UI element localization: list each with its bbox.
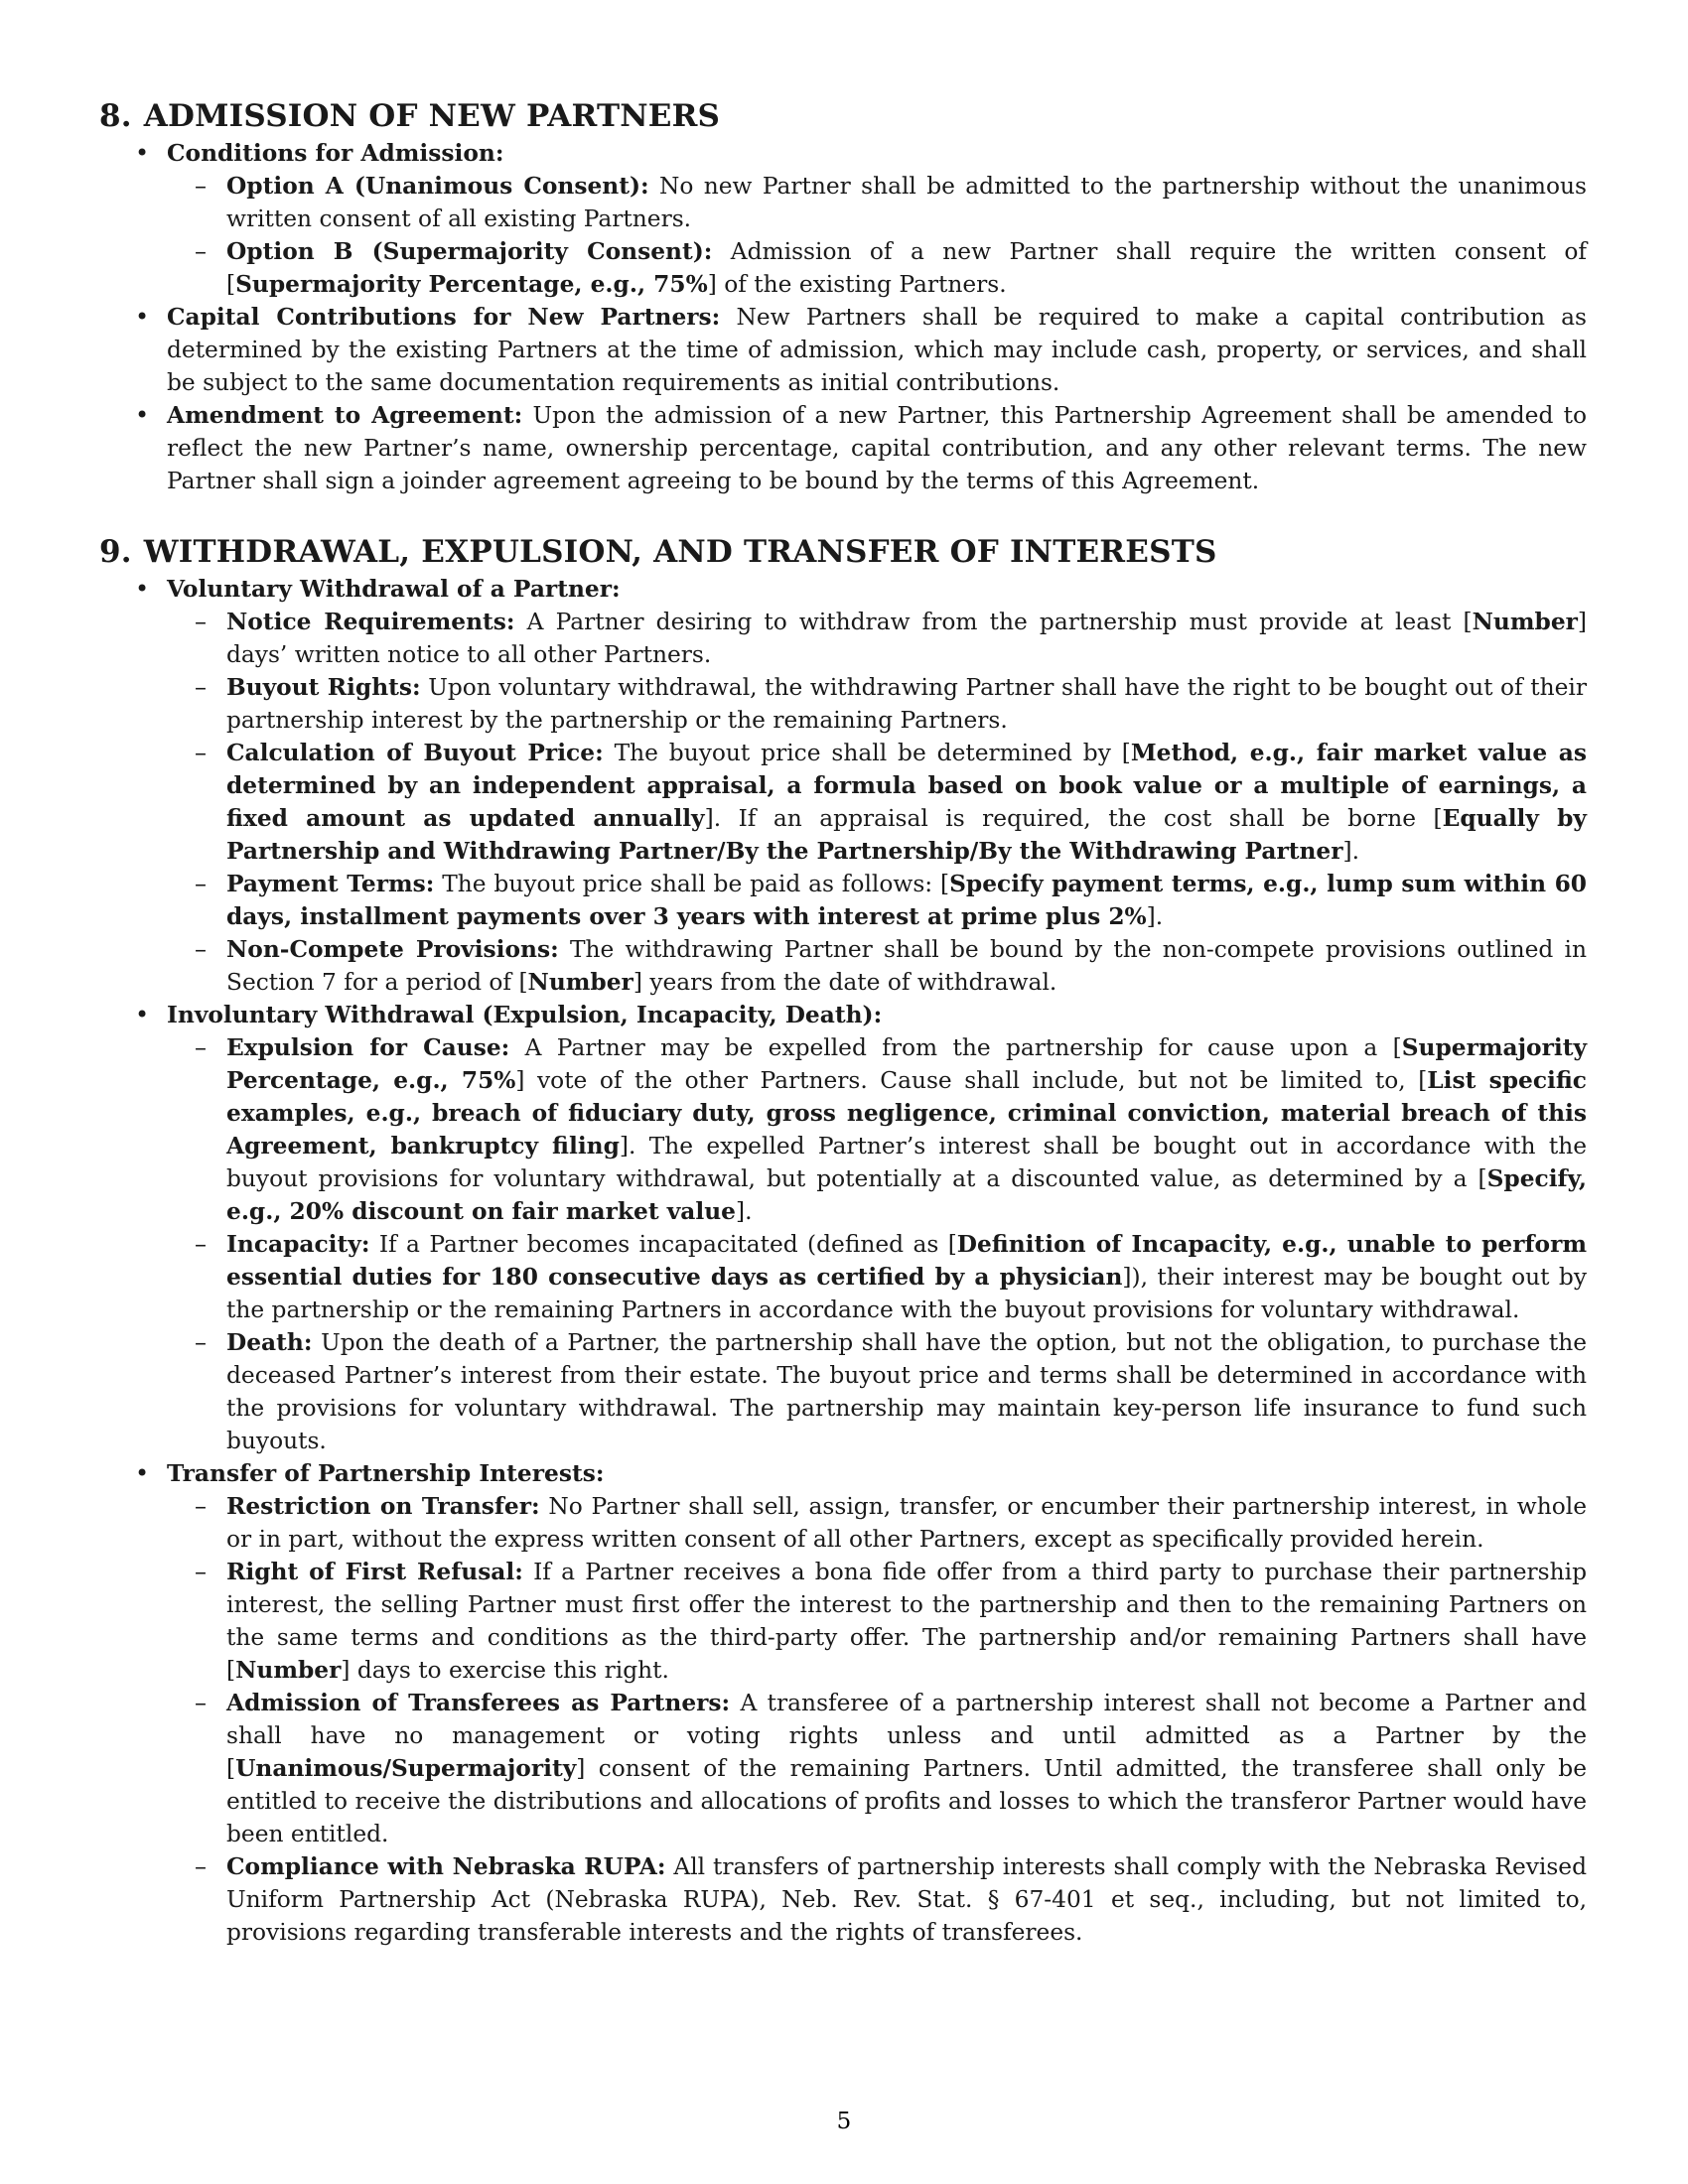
list-item	[99, 1457, 1587, 1949]
sub-item-label: Non-Compete Provisions:	[226, 936, 559, 963]
sub-item-text: Admission of a new Partner shall require the written consent of [Supermajority Percentage, e.g., 75%] of the existing Partners.	[226, 238, 1587, 298]
sub-item-text: No new Partner shall be admitted to the partnership without the unanimous written consent of all existing Partners.	[226, 173, 1587, 232]
section-title: WITHDRAWAL, EXPULSION, AND TRANSFER OF INTERESTS	[143, 534, 1217, 570]
list-item	[99, 137, 1587, 301]
item-text: New Partners shall be required to make a capital contribution as determined by the existing Partners at the time of admission, which may include cash, property, or services, and shall be subject to the same documentation requirements as initial contributions.	[167, 304, 1588, 396]
sub-item-label: Option B (Supermajority Consent):	[226, 238, 713, 265]
sub-item	[167, 1556, 1587, 1687]
sub-item-text: Upon voluntary withdrawal, the withdrawing Partner shall have the right to be bought out of their partnership interest by the partnership or the remaining Partners.	[226, 674, 1587, 734]
sub-item	[167, 1228, 1587, 1326]
sub-list	[167, 1490, 1587, 1949]
sub-item	[167, 606, 1587, 671]
sub-item-label: Payment Terms:	[226, 871, 435, 897]
sub-item-label: Notice Requirements:	[226, 609, 515, 635]
sub-item	[167, 1326, 1587, 1457]
sub-item	[167, 933, 1587, 999]
sub-item-label: Right of First Refusal:	[226, 1559, 523, 1585]
sub-item-text: The withdrawing Partner shall be bound by the non-compete provisions outlined in Section 7 for a period of [Number] years from the date of withdrawal.	[226, 936, 1588, 996]
list-item	[99, 399, 1587, 497]
section-9	[99, 531, 1587, 1949]
section-8	[99, 95, 1587, 497]
section-number: 9.	[99, 534, 132, 570]
section-list	[99, 137, 1587, 497]
sub-item	[167, 1687, 1587, 1850]
sub-item-text: If a Partner becomes incapacitated (defined as [Definition of Incapacity, e.g., unable to perform essential duties for 180 consecutive days as certified by a physician]), their interest may be bought out by the partnership or the remaining Partners in accordance with the buyout provisions for voluntary withdrawal.	[226, 1231, 1588, 1323]
list-item	[99, 573, 1587, 999]
sub-list	[167, 170, 1587, 301]
sub-item-label: Incapacity:	[226, 1231, 370, 1258]
sub-item-label: Calculation of Buyout Price:	[226, 740, 604, 766]
sub-item	[167, 1490, 1587, 1556]
sub-item-text: No Partner shall sell, assign, transfer, or encumber their partnership interest, in whole or in part, without the express written consent of all other Partners, except as specifically provided herein.	[226, 1493, 1587, 1553]
sub-item-text: The buyout price shall be paid as follows: [Specify payment terms, e.g., lump sum within 60 days, installment payments over 3 years with interest at prime plus 2%].	[226, 871, 1588, 930]
item-label: • Transfer of Partnership Interests:	[167, 1460, 605, 1487]
section-number: 8.	[99, 98, 132, 134]
sub-list	[167, 606, 1587, 999]
sub-list	[167, 1031, 1587, 1457]
sub-item-label: Death:	[226, 1329, 313, 1356]
sub-item-label: Buyout Rights:	[226, 674, 421, 701]
page-number: 5	[836, 2109, 852, 2134]
sub-item-label: Compliance with Nebraska RUPA:	[226, 1853, 666, 1880]
item-label: Amendment to Agreement:	[167, 402, 523, 429]
item-label: Capital Contributions for New Partners:	[167, 304, 721, 331]
document-page	[99, 95, 1587, 1949]
sub-item-label: Admission of Transferees as Partners:	[226, 1690, 731, 1716]
sub-item	[167, 170, 1587, 235]
sub-item-label: Restriction on Transfer:	[226, 1493, 540, 1520]
sub-item	[167, 671, 1587, 737]
sub-item-text: A Partner may be expelled from the partnership for cause upon a [Supermajority Percentage, e.g., 75%] vote of the other Partners. Cause shall include, but not be limited to, [List specific examples, e.g., breach of fiduciary duty, gross negligence, criminal conviction, material breach of this Agreement, bankruptcy filing]. The expelled Partner’s interest shall be bought out in accordance with the buyout provisions for voluntary withdrawal, but potentially at a discounted value, as determined by a [Specify, e.g., 20% discount on fair market value].	[226, 1034, 1588, 1225]
sub-item-label: Option A (Unanimous Consent):	[226, 173, 649, 200]
sub-item-text: If a Partner receives a bona fide offer from a third party to purchase their partnership interest, the selling Partner must first offer the interest to the partnership and then to the remaining Partners on the same terms and conditions as the third-party offer. The partnership and/or remaining Partners shall have [Number] days to exercise this right.	[226, 1559, 1587, 1684]
section-title: ADMISSION OF NEW PARTNERS	[143, 98, 721, 134]
sub-item	[167, 868, 1587, 933]
sub-item-text: All transfers of partnership interests shall comply with the Nebraska Revised Uniform Partnership Act (Nebraska RUPA), Neb. Rev. Stat. § 67-401 et seq., including, but not limited to, provisions regarding transferable interests and the rights of transferees.	[226, 1853, 1588, 1946]
sub-item-text: Upon the death of a Partner, the partnership shall have the option, but not the obligation, to purchase the deceased Partner’s interest from their estate. The buyout price and terms shall be determined in accordance with the provisions for voluntary withdrawal. The partnership may maintain key-person life insurance to fund such buyouts.	[226, 1329, 1588, 1454]
sub-item	[167, 737, 1587, 868]
item-text: Upon the admission of a new Partner, this Partnership Agreement shall be amended to reflect the new Partner’s name, ownership percentage, capital contribution, and any other relevant terms. The new Partner shall sign a joinder agreement agreeing to be bound by the terms of this Agreement.	[167, 402, 1587, 494]
sub-item-text: A transferee of a partnership interest shall not become a Partner and shall have no management or voting rights unless and until admitted as a Partner by the [Unanimous/Supermajority] consent of the remaining Partners. Until admitted, the transferee shall only be entitled to receive the distributions and allocations of profits and losses to which the transferor Partner would have been entitled.	[226, 1690, 1588, 1847]
section-heading	[99, 95, 1587, 137]
sub-item	[167, 1031, 1587, 1228]
list-item	[99, 301, 1587, 399]
sub-item-label: Expulsion for Cause:	[226, 1034, 510, 1061]
sub-item-text: The buyout price shall be determined by [Method, e.g., fair market value as determined by an independent appraisal, a formula based on book value or a multiple of earnings, a fixed amount as updated annually]. If an appraisal is required, the cost shall be borne [Equally by Partnership and Withdrawing Partner/By the Partnership/By the Withdrawing Partner].	[226, 740, 1588, 865]
sub-item	[167, 1850, 1587, 1949]
item-label: • Involuntary Withdrawal (Expulsion, Incapacity, Death):	[167, 1002, 883, 1028]
item-label: • Conditions for Admission:	[167, 140, 504, 167]
list-item	[99, 999, 1587, 1457]
sub-item-text: A Partner desiring to withdraw from the partnership must provide at least [Number] days’ written notice to all other Partners.	[226, 609, 1588, 668]
sub-item	[167, 235, 1587, 301]
section-list	[99, 573, 1587, 1949]
section-heading	[99, 531, 1587, 573]
item-label: • Voluntary Withdrawal of a Partner:	[167, 576, 621, 603]
